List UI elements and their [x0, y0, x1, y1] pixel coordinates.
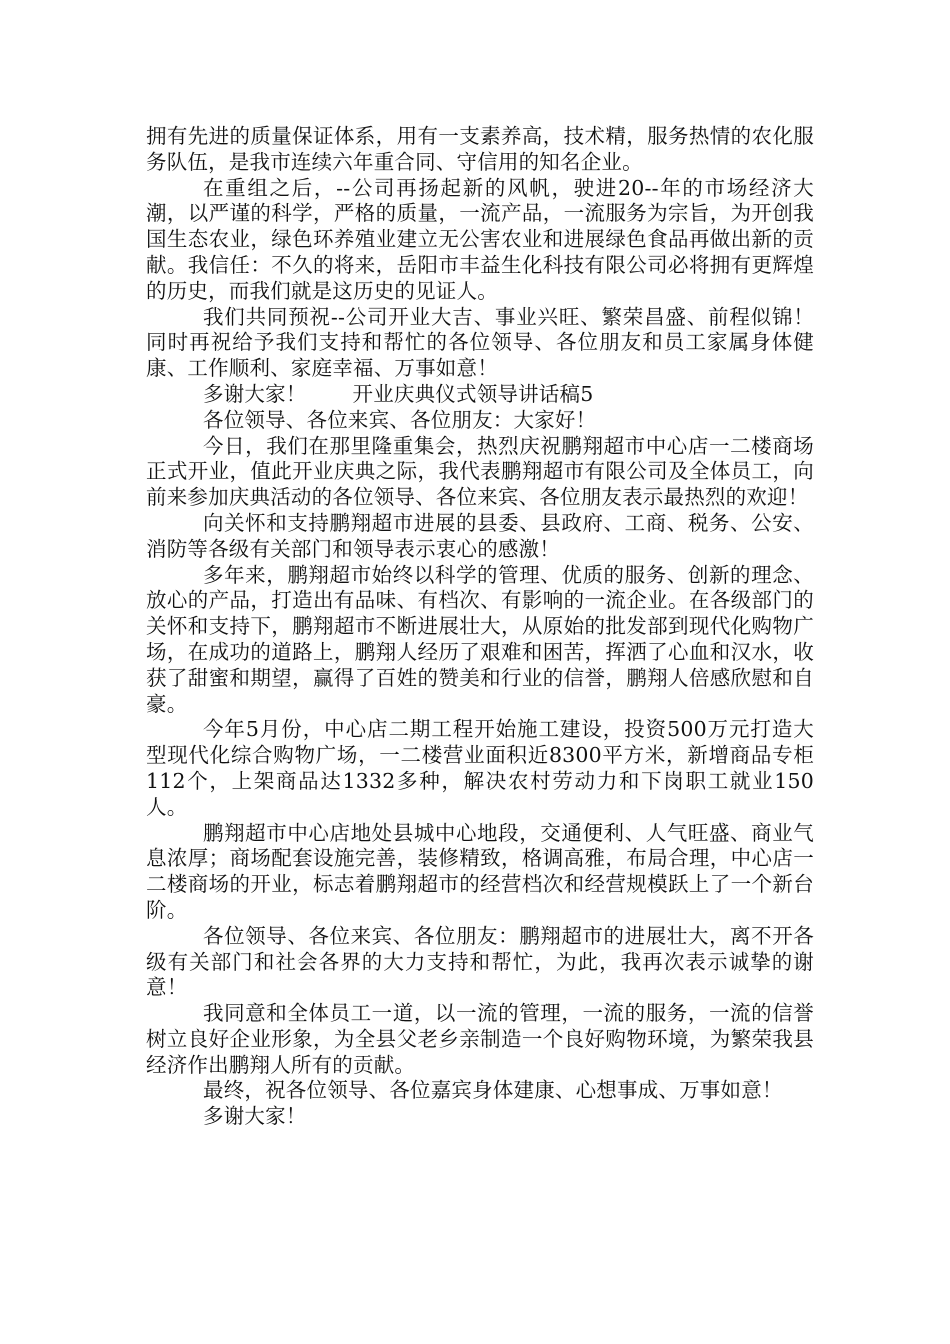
speech-paragraph: 今日，我们在那里隆重集会，热烈庆祝鹏翔超市中心店一二楼商场正式开业，值此开业庆典之际，我代表鹏翔超市有限公司及全体员工，向前来参加庆典活动的各位领导、各位来宾、各位朋友表示最热烈的欢迎！ [146, 433, 814, 510]
speech-thanks: 多谢大家！ [203, 1104, 307, 1129]
section-heading: 开业庆典仪式领导讲话稿5 [352, 381, 594, 406]
paragraph-company-intro: 拥有先进的质量保证体系，用有一支素养高，技术精，服务热情的农化服务队伍，是我市连续六年重合同、守信用的知名企业。 [146, 124, 814, 174]
speech-paragraph: 多年来，鹏翔超市始终以科学的管理、优质的服务、创新的理念、放心的产品，打造出有品味、有档次、有影响的一流企业。在各级部门的关怀和支持下，鹏翔超市不断进展壮大，从原始的批发部到现代化购物广场，在成功的道路上，鹏翔人经历了艰难和困苦，挥洒了心血和汉水，收获了甜蜜和期望，赢得了百姓的赞美和行业的信誉，鹏翔人倍感欣慰和自豪。 [146, 562, 814, 716]
speech-paragraph: 各位领导、各位来宾、各位朋友：鹏翔超市的进展壮大，离不开各级有关部门和社会各界的大力支持和帮忙，为此，我再次表示诚挚的谢意！ [146, 923, 814, 1000]
speech-paragraph: 今年5月份，中心店二期工程开始施工建设，投资500万元打造大型现代化综合购物广场，一二楼营业面积近8300平方米，新增商品专柜112个，上架商品达1332多种，解决农村劳动力和下岗职工就业150人。 [146, 717, 814, 819]
paragraph-restructure: 在重组之后，--公司再扬起新的风帆，驶进20--年的市场经济大潮，以严谨的科学，严格的质量，一流产品，一流服务为宗旨，为开创我国生态农业，绿色环养殖业建立无公害农业和进展绿色食品再做出新的贡献。我信任：不久的将来，岳阳市丰益生化科技有限公司必将拥有更辉煌的历史，而我们就是这历史的见证人。 [146, 175, 814, 303]
speech-paragraph: 我同意和全体员工一道，以一流的管理，一流的服务，一流的信誉树立良好企业形象，为全县父老乡亲制造一个良好购物环境，为繁荣我县经济作出鹏翔人所有的贡献。 [146, 1001, 814, 1077]
speech-paragraph: 向关怀和支持鹏翔超市进展的县委、县政府、工商、税务、公安、消防等各级有关部门和领导表示衷心的感激！ [146, 510, 814, 561]
paragraph-wishes: 我们共同预祝--公司开业大吉、事业兴旺、繁荣昌盛、前程似锦！同时再祝给予我们支持和帮忙的各位领导、各位朋友和员工家属身体健康、工作顺利、家庭幸福、万事如意！ [146, 304, 814, 381]
thanks-text: 多谢大家！ [203, 381, 307, 406]
thanks-and-heading-line [146, 382, 814, 408]
speech-closing-wish: 最终，祝各位领导、各位嘉宾身体建康、心想事成、万事如意！ [203, 1078, 783, 1103]
speech-greeting: 各位领导、各位来宾、各位朋友：大家好！ [203, 407, 597, 432]
document-body [146, 124, 814, 1130]
speech-paragraph: 鹏翔超市中心店地处县城中心地段，交通便利、人气旺盛、商业气息浓厚；商场配套设施完善，装修精致，格调高雅，布局合理，中心店一二楼商场的开业，标志着鹏翔超市的经营档次和经营规模跃上了一个新台阶。 [146, 820, 814, 922]
